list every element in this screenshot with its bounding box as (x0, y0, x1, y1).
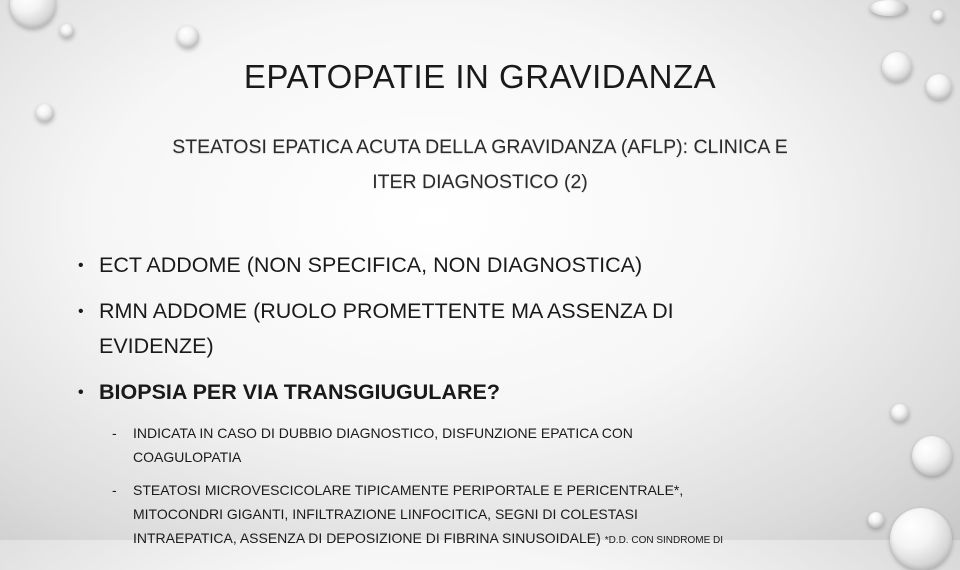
decorative-bubble (36, 104, 54, 122)
subtitle-line: STEATOSI EPATICA ACUTA DELLA GRAVIDANZA (AFLP): CLINICA E (172, 136, 788, 158)
sub-bullet-text: INTRAEPATICA, ASSENZA DI DEPOSIZIONE DI FIBRINA SINUSOIDALE) (133, 530, 601, 546)
bullet-text: RMN ADDOME (RUOLO PROMETTENTE MA ASSENZA DI (99, 299, 674, 323)
sub-bullet-item (112, 421, 832, 469)
bullet-marker: • (78, 303, 84, 320)
bullet-marker: • (78, 384, 84, 401)
slide-subtitle (80, 130, 880, 200)
sub-bullet-text: MITOCONDRI GIGANTI, INFILTRAZIONE LINFOCITICA, SEGNI DI COLESTASI (133, 506, 638, 522)
sub-bullet-marker: - (112, 482, 117, 498)
bullet-item (78, 375, 838, 410)
footnote-text: *D.D. CON SINDROME DI (604, 535, 724, 546)
decorative-bubble (868, 512, 884, 528)
decorative-bubble (891, 404, 909, 422)
sub-bullet-text: STEATOSI MICROVESCICOLARE TIPICAMENTE PERIPORTALE E PERICENTRALE*, (133, 482, 684, 498)
sub-bullet-text: COAGULOPATIA (133, 449, 242, 465)
bullet-text: ECT ADDOME (NON SPECIFICA, NON DIAGNOSTICA) (99, 253, 643, 277)
decorative-bubble (10, 0, 56, 28)
bullet-text: EVIDENZE) (99, 334, 214, 358)
sub-bullet-text: INDICATA IN CASO DI DUBBIO DIAGNOSTICO, DISFUNZIONE EPATICA CON (133, 425, 633, 441)
decorative-bubble (912, 436, 952, 476)
bullet-marker: • (78, 257, 84, 274)
sub-bullet-item (112, 478, 832, 553)
subtitle-line: ITER DIAGNOSTICO (2) (372, 171, 588, 193)
bullet-text: BIOPSIA PER VIA TRANSGIUGULARE? (99, 380, 500, 404)
sub-bullet-marker: - (112, 425, 117, 441)
decorative-bubble (177, 26, 199, 48)
decorative-bubble (870, 0, 908, 16)
bullet-list (78, 248, 838, 421)
bullet-item (78, 248, 838, 283)
decorative-bubble (932, 10, 944, 22)
sub-bullet-list (112, 421, 832, 562)
slide-title: EPATOPATIE IN GRAVIDANZA (243, 58, 717, 95)
decorative-bubble (60, 24, 74, 38)
decorative-bubble (890, 508, 952, 570)
bullet-item (78, 294, 838, 364)
